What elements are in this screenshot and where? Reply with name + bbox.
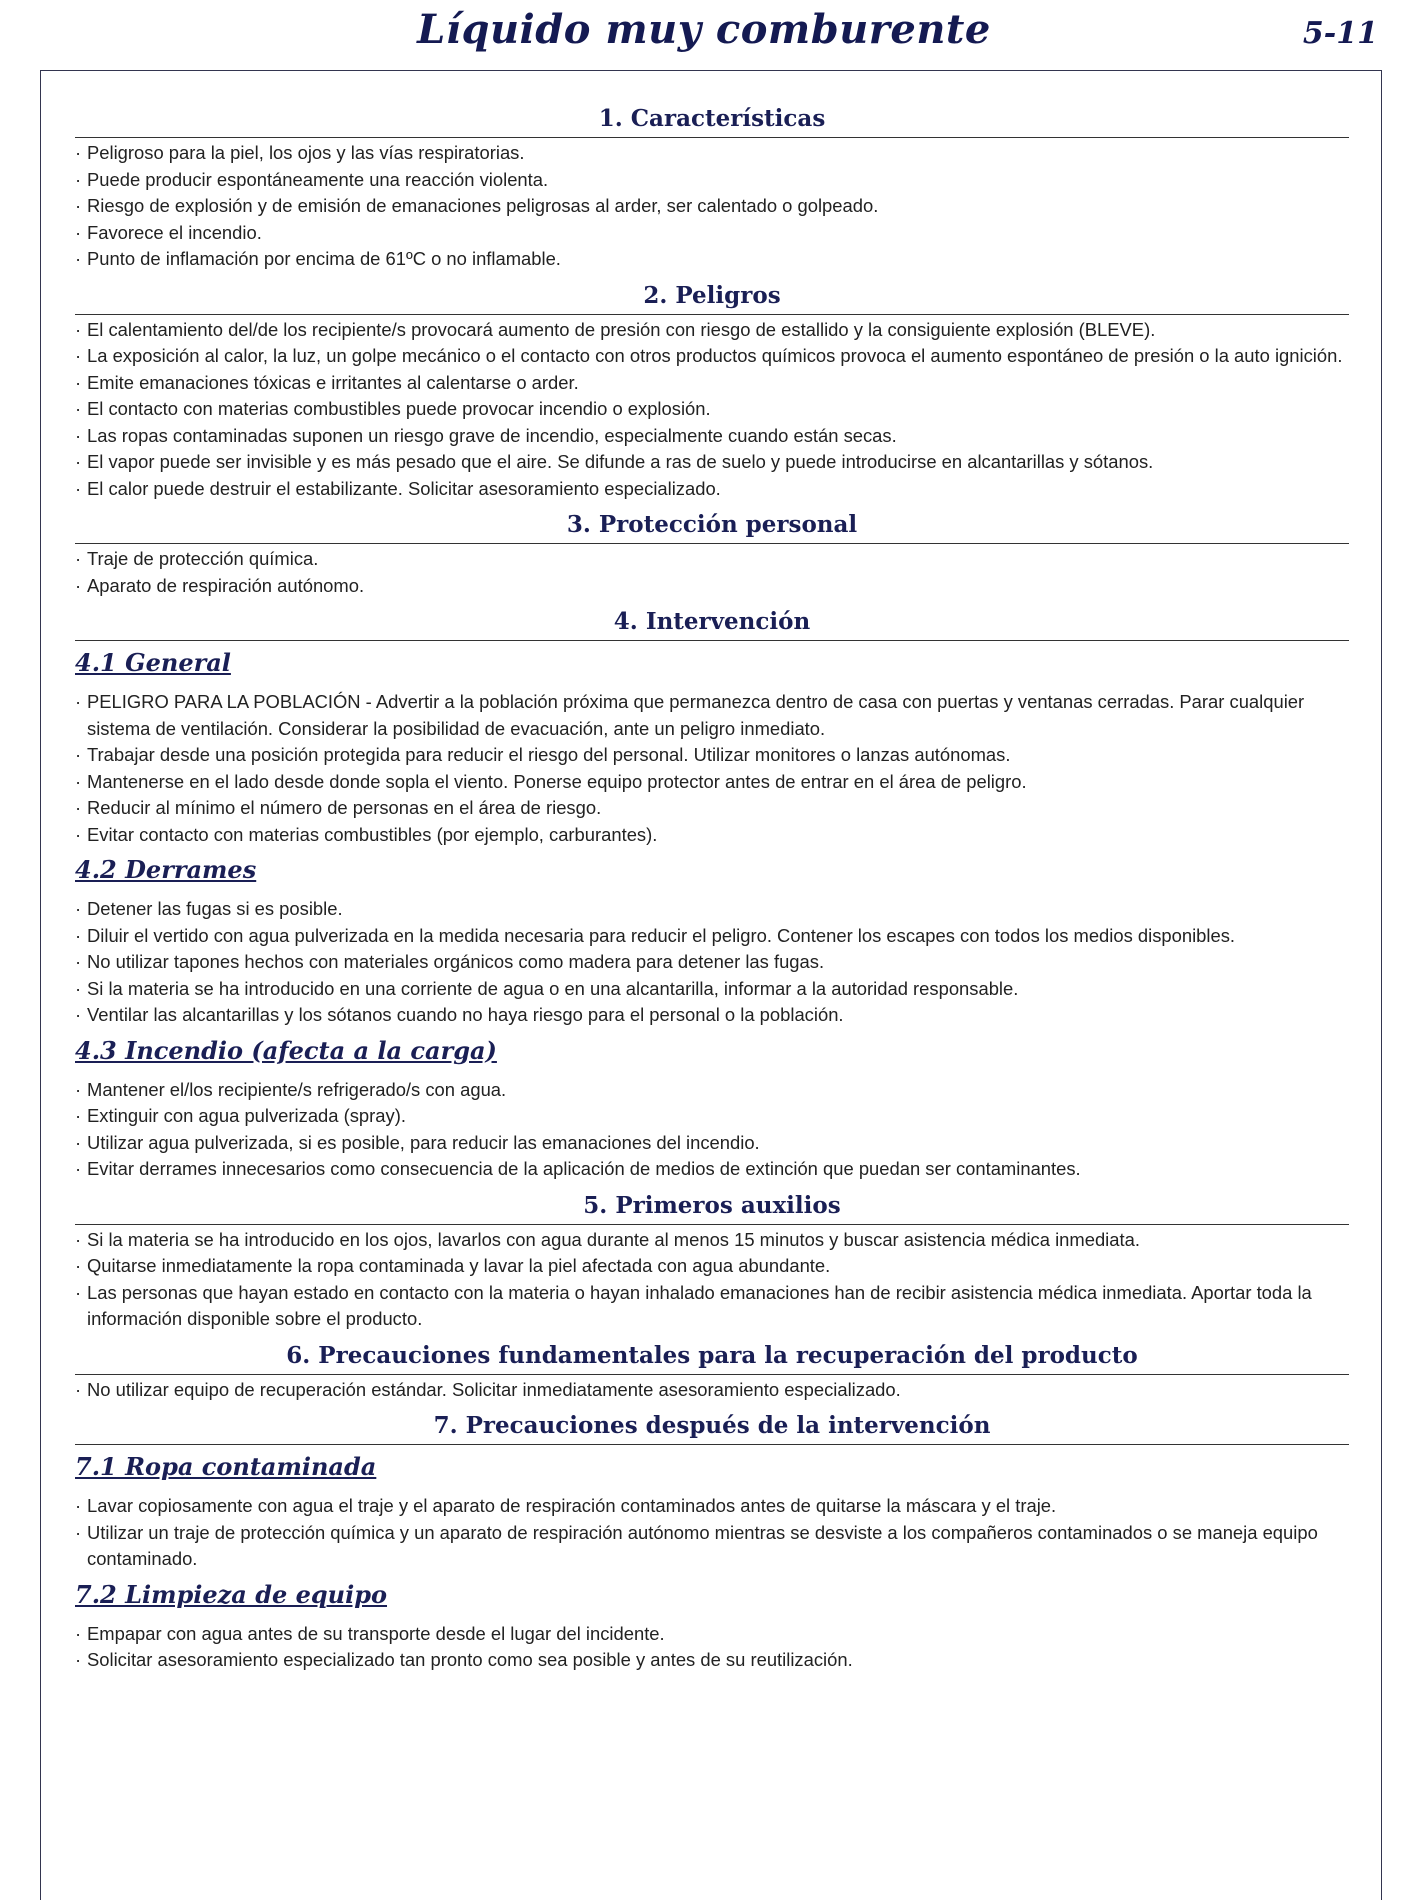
list-item: · Traje de protección química. <box>75 546 1349 573</box>
list-item: · Puede producir espontáneamente una reacción violenta. <box>75 167 1349 194</box>
list-item: · Si la materia se ha introducido en una corriente de agua o en una alcantarilla, informar a la autoridad responsable. <box>75 976 1349 1003</box>
subsection-title-general: 4.1 General <box>75 648 231 677</box>
item-list <box>75 896 1349 1029</box>
list-item: · La exposición al calor, la luz, un golpe mecánico o el contacto con otros productos químicos provoca el aumento espontáneo de presión o la auto ignición. <box>75 343 1349 370</box>
list-item: · Detener las fugas si es posible. <box>75 896 1349 923</box>
list-item: · Lavar copiosamente con agua el traje y el aparato de respiración contaminados antes de quitarse la máscara y el traje. <box>75 1493 1349 1520</box>
list-item: · El calentamiento del/de los recipiente/s provocará aumento de presión con riesgo de estallido y la consiguiente explosión (BLEVE). <box>75 317 1349 344</box>
list-item: · Si la materia se ha introducido en los ojos, lavarlos con agua durante al menos 15 minutos y buscar asistencia médica inmediata. <box>75 1227 1349 1254</box>
list-item: · El contacto con materias combustibles puede provocar incendio o explosión. <box>75 396 1349 423</box>
item-list <box>75 140 1349 273</box>
subsection-title-incendio: 4.3 Incendio (afecta a la carga) <box>75 1035 497 1065</box>
item-list <box>75 1227 1349 1333</box>
subsection-title-limpieza-equipo: 7.2 Limpieza de equipo <box>75 1579 388 1609</box>
section-divider <box>75 314 1349 315</box>
section-title: 5. Primeros auxilios <box>583 1191 841 1219</box>
list-item: · Quitarse inmediatamente la ropa contaminada y lavar la piel afectada con agua abundante. <box>75 1253 1349 1280</box>
section-divider <box>75 1374 1349 1375</box>
list-item: · Utilizar agua pulverizada, si es posible, para reducir las emanaciones del incendio. <box>75 1130 1349 1157</box>
list-item: · Riesgo de explosión y de emisión de emanaciones peligrosas al arder, ser calentado o golpeado. <box>75 193 1349 220</box>
section-divider <box>75 137 1349 138</box>
list-item: · Evitar contacto con materias combustibles (por ejemplo, carburantes). <box>75 822 1349 849</box>
section-title: 4. Intervención <box>613 608 811 635</box>
list-item: · Solicitar asesoramiento especializado tan pronto como sea posible y antes de su reutilización. <box>75 1647 1349 1674</box>
section-despues-intervencion <box>75 1411 1349 1674</box>
section-title: 7. Precauciones después de la intervención <box>433 1412 991 1439</box>
list-item: · Punto de inflamación por encima de 61ºC o no inflamable. <box>75 246 1349 273</box>
section-peligros <box>75 281 1349 503</box>
section-caracteristicas <box>75 104 1349 273</box>
section-divider <box>75 1224 1349 1225</box>
list-item: · Diluir el vertido con agua pulverizada en la medida necesaria para reducir el peligro. Contener los escapes con todos los medios disponibles. <box>75 923 1349 950</box>
list-item: · Las ropas contaminadas suponen un riesgo grave de incendio, especialmente cuando están secas. <box>75 423 1349 450</box>
list-item: · El vapor puede ser invisible y es más pesado que el aire. Se difunde a ras de suelo y puede introducirse en alcantarillas y sótanos. <box>75 449 1349 476</box>
list-item: · Utilizar un traje de protección química y un aparato de respiración autónomo mientras se desviste a los compañeros contaminados o se maneja equipo contaminado. <box>75 1520 1349 1573</box>
item-list <box>75 1493 1349 1573</box>
list-item: · Aparato de respiración autónomo. <box>75 573 1349 600</box>
list-item: · El calor puede destruir el estabilizante. Solicitar asesoramiento especializado. <box>75 476 1349 503</box>
page-code: 5-11 <box>1302 16 1378 51</box>
item-list <box>75 546 1349 599</box>
list-item: · Extinguir con agua pulverizada (spray). <box>75 1103 1349 1130</box>
section-divider <box>75 543 1349 544</box>
list-item: · Mantener el/los recipiente/s refrigerado/s con agua. <box>75 1077 1349 1104</box>
list-item: · Empapar con agua antes de su transporte desde el lugar del incidente. <box>75 1621 1349 1648</box>
list-item: · No utilizar equipo de recuperación estándar. Solicitar inmediatamente asesoramiento especializado. <box>75 1377 1349 1404</box>
list-item: · Las personas que hayan estado en contacto con la materia o hayan inhalado emanaciones han de recibir asistencia médica inmediata. Aportar toda la información disponible sobre el producto. <box>75 1280 1349 1333</box>
page-title: Líquido muy comburente <box>417 6 991 53</box>
item-list <box>75 689 1349 848</box>
list-item: · PELIGRO PARA LA POBLACIÓN - Advertir a la población próxima que permanezca dentro de casa con puertas y ventanas cerradas. Parar cualquier sistema de ventilación. Considerar la posibilidad de evacuación, ante un peligro inmediato. <box>75 689 1349 742</box>
list-item: · Evitar derrames innecesarios como consecuencia de la aplicación de medios de extinción que puedan ser contaminantes. <box>75 1156 1349 1183</box>
document-body <box>75 104 1349 1674</box>
list-item: · Ventilar las alcantarillas y los sótanos cuando no haya riesgo para el personal o la población. <box>75 1002 1349 1029</box>
list-item: · Trabajar desde una posición protegida para reducir el riesgo del personal. Utilizar monitores o lanzas autónomas. <box>75 742 1349 769</box>
section-title: 2. Peligros <box>643 281 781 309</box>
section-primeros-auxilios <box>75 1191 1349 1333</box>
section-title: 3. Protección personal <box>566 511 858 538</box>
item-list <box>75 1377 1349 1404</box>
section-intervencion <box>75 607 1349 1183</box>
list-item: · Mantenerse en el lado desde donde sopla el viento. Ponerse equipo protector antes de entrar en el área de peligro. <box>75 769 1349 796</box>
subsection-title-derrames: 4.2 Derrames <box>75 855 257 884</box>
subsection-title-ropa-contaminada: 7.1 Ropa contaminada <box>75 1452 377 1481</box>
section-divider <box>75 640 1349 641</box>
item-list <box>75 1621 1349 1674</box>
list-item: · Favorece el incendio. <box>75 220 1349 247</box>
item-list <box>75 1077 1349 1183</box>
section-proteccion-personal <box>75 510 1349 599</box>
section-title: 1. Características <box>598 105 826 132</box>
section-recuperacion-producto <box>75 1341 1349 1404</box>
list-item: · Reducir al mínimo el número de personas en el área de riesgo. <box>75 795 1349 822</box>
section-divider <box>75 1444 1349 1445</box>
list-item: · Peligroso para la piel, los ojos y las vías respiratorias. <box>75 140 1349 167</box>
list-item: · No utilizar tapones hechos con materiales orgánicos como madera para detener las fugas. <box>75 949 1349 976</box>
list-item: · Emite emanaciones tóxicas e irritantes al calentarse o arder. <box>75 370 1349 397</box>
page-header <box>0 0 1408 68</box>
item-list <box>75 317 1349 503</box>
section-title: 6. Precauciones fundamentales para la recuperación del producto <box>286 1341 1138 1369</box>
